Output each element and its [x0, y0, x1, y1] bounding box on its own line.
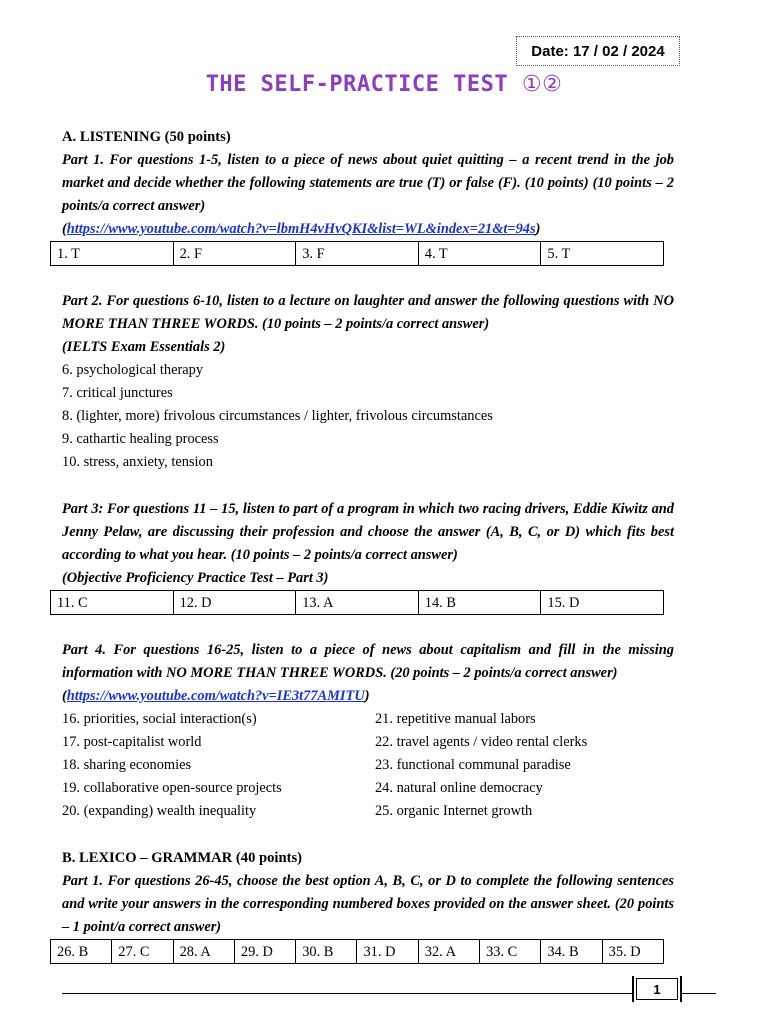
answer-cell: 11. C [51, 591, 174, 615]
part2-source: (IELTS Exam Essentials 2) [62, 339, 226, 355]
answer-cell: 30. B [296, 940, 357, 964]
answer-line: 10. stress, anxiety, tension [62, 454, 213, 470]
answer-line: 19. collaborative open-source projects [62, 780, 282, 796]
answer-cell: 27. C [112, 940, 173, 964]
answer-line: 16. priorities, social interaction(s) [62, 711, 257, 727]
answer-line: 25. organic Internet growth [374, 803, 533, 819]
part3-answer-table [50, 590, 664, 615]
title-text: THE SELF-PRACTICE TEST [205, 72, 509, 97]
b-part1-instructions: Part 1. For questions 26-45, choose the best option A, B, C, or D to complete the following sentences and write your answers in the corresponding numbered boxes provided on the answer sheet. (20 points – 1 point/a correct answer) [62, 873, 674, 935]
part1-link-line: (https://www.youtube.com/watch?v=lbmH4vHvQKI&list=WL&index=21&t=94s) [62, 221, 541, 237]
answer-cell: 31. D [357, 940, 418, 964]
answer-line: 21. repetitive manual labors [374, 711, 536, 727]
answer-line: 17. post-capitalist world [62, 734, 202, 750]
answer-cell: 2. F [173, 242, 296, 266]
answer-line: 22. travel agents / video rental clerks [374, 734, 588, 750]
answer-cell: 13. A [296, 591, 419, 615]
answer-cell: 29. D [234, 940, 295, 964]
part4-answers [62, 708, 674, 823]
answer-cell: 4. T [418, 242, 541, 266]
answer-cell: 34. B [541, 940, 602, 964]
answer-line: 9. cathartic healing process [62, 431, 219, 447]
answer-cell: 28. A [173, 940, 234, 964]
answer-cell: 5. T [541, 242, 664, 266]
page-number: 1 [636, 978, 678, 1000]
answer-cell: 14. B [418, 591, 541, 615]
part3-source: (Objective Proficiency Practice Test – Part 3) [62, 570, 329, 586]
date-box: Date: 17 / 02 / 2024 [516, 36, 680, 66]
part1-link[interactable]: https://www.youtube.com/watch?v=lbmH4vHvQKI&list=WL&index=21&t=94s [66, 221, 536, 237]
part3-instructions: Part 3: For questions 11 – 15, listen to part of a program in which two racing drivers, Eddie Kiwitz and Jenny Pelaw, are discussing their profession and choose the answer (A, B, C, or D) which fits best according to what you hear. (10 points – 2 points/a correct answer) [62, 501, 674, 563]
answer-line: 7. critical junctures [62, 385, 173, 401]
part2-instructions: Part 2. For questions 6-10, listen to a lecture on laughter and answer the following questions with NO MORE THAN THREE WORDS. (10 points – 2 points/a correct answer) [62, 293, 674, 332]
answer-line: 24. natural online democracy [374, 780, 543, 796]
part4-link[interactable]: https://www.youtube.com/watch?v=IE3t77AMITU [66, 688, 365, 704]
main-content [57, 126, 674, 964]
answer-cell: 15. D [541, 591, 664, 615]
part1-instructions: Part 1. For questions 1-5, listen to a piece of news about quiet quitting – a recent trend in the job market and decide whether the following statements are true (T) or false (F). (10 points) (10 points – 2 points/a correct answer) [62, 152, 674, 214]
part4-left-column [62, 708, 375, 823]
answer-cell: 3. F [296, 242, 419, 266]
section-a-heading: A. LISTENING (50 points) [62, 129, 231, 145]
page-title [0, 72, 768, 97]
section-b-heading: B. LEXICO – GRAMMAR (40 points) [62, 850, 302, 866]
answer-cell: 33. C [480, 940, 541, 964]
answer-cell: 1. T [51, 242, 174, 266]
answer-line: 18. sharing economies [62, 757, 192, 773]
part4-right-column [375, 708, 674, 823]
footer-rule-right [680, 993, 716, 994]
answer-line: 8. (lighter, more) frivolous circumstances / lighter, frivolous circumstances [62, 408, 493, 424]
answer-cell: 32. A [418, 940, 479, 964]
answer-line: 6. psychological therapy [62, 362, 204, 378]
answer-cell: 26. B [51, 940, 112, 964]
answer-cell: 12. D [173, 591, 296, 615]
answer-line: 23. functional communal paradise [374, 757, 571, 773]
part1-answer-table [50, 241, 664, 266]
answer-cell: 35. D [602, 940, 663, 964]
b-part1-answer-table [50, 939, 664, 964]
title-circled-numbers: ①② [521, 72, 563, 97]
answer-line: 20. (expanding) wealth inequality [62, 803, 257, 819]
part4-instructions: Part 4. For questions 16-25, listen to a piece of news about capitalism and fill in the missing information with NO MORE THAN THREE WORDS. (20 points – 2 points/a correct answer) [62, 642, 674, 681]
part4-link-line: (https://www.youtube.com/watch?v=IE3t77AMITU) [62, 688, 370, 704]
footer-rule [62, 993, 632, 994]
